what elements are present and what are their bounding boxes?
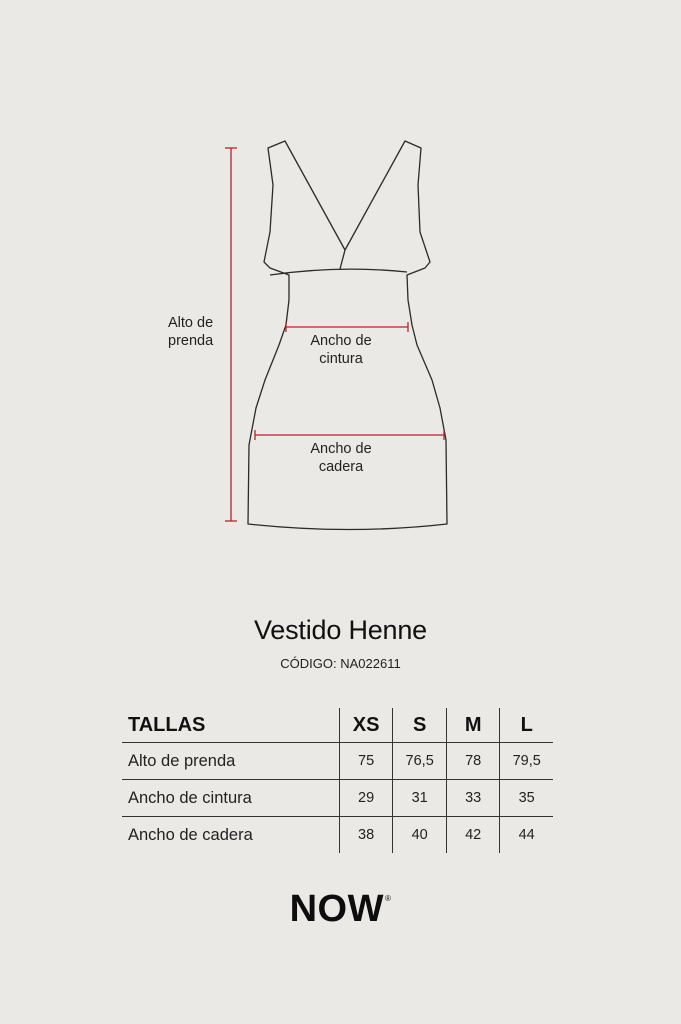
product-code: CÓDIGO: NA022611 <box>280 656 401 671</box>
table-row <box>122 743 553 780</box>
cell-value: 33 <box>446 780 499 817</box>
cell-value: 44 <box>500 817 553 854</box>
cell-value: 79,5 <box>500 743 553 780</box>
size-m: M <box>446 708 499 743</box>
table-row <box>122 817 553 854</box>
cell-value: 42 <box>446 817 499 854</box>
table-row <box>122 780 553 817</box>
cell-value: 75 <box>339 743 393 780</box>
cell-value: 38 <box>339 817 393 854</box>
label-garment-length: Alto de prenda <box>168 315 214 349</box>
brand-name: NOW <box>289 888 384 930</box>
label-hip-width: Ancho de cadera <box>310 441 372 475</box>
row-label: Ancho de cintura <box>122 780 339 817</box>
cell-value: 31 <box>393 780 447 817</box>
size-table <box>122 708 553 853</box>
cell-value: 78 <box>446 743 499 780</box>
measure-length <box>225 148 237 521</box>
brand-logo <box>0 888 681 931</box>
size-s: S <box>393 708 447 743</box>
cell-value: 76,5 <box>393 743 447 780</box>
cell-value: 29 <box>339 780 393 817</box>
product-title: Vestido Henne <box>253 615 428 645</box>
row-label: Ancho de cadera <box>128 825 253 844</box>
cell-value: 35 <box>500 780 553 817</box>
sizes-header: TALLAS <box>122 708 339 743</box>
table-header-row <box>122 708 553 743</box>
label-waist-width: Ancho de cintura <box>310 333 372 367</box>
measure-waist <box>286 322 408 332</box>
measure-hip <box>255 430 444 440</box>
size-l: L <box>500 708 553 743</box>
registered-mark: ® <box>384 894 392 903</box>
size-xs: XS <box>339 708 393 743</box>
cell-value: 40 <box>393 817 447 854</box>
row-label: Alto de prenda <box>122 743 339 780</box>
